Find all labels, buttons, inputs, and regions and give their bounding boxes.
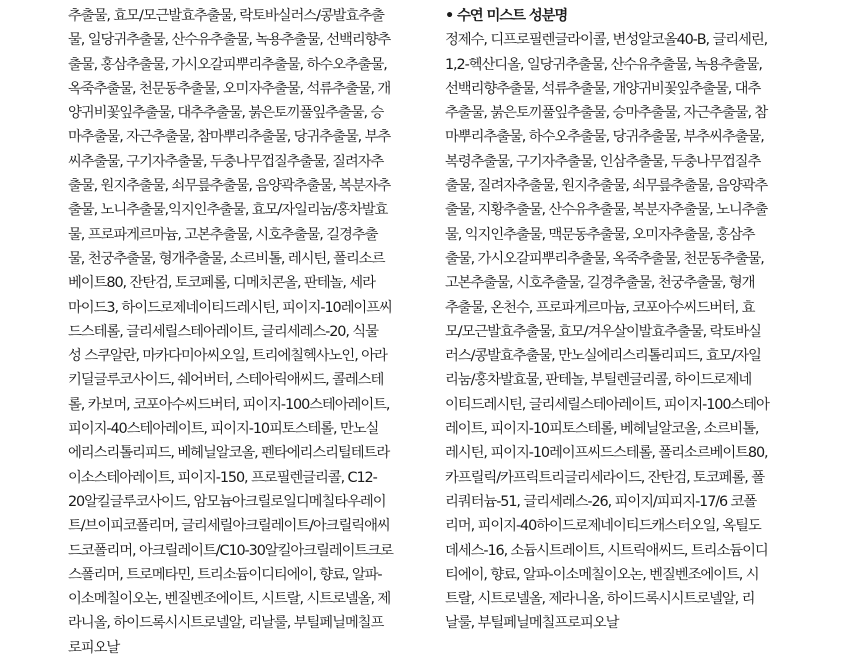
ingredient-line: 추출물, 효모/모근발효추출물, 락토바실러스/콩발효추출 <box>68 8 384 24</box>
ingredient-line: 이티드레시틴, 글리세릴스테아레이트, 피이지-100스테아 <box>445 396 769 413</box>
ingredient-line: 이소메칠이오논, 벤질벤조에이트, 시트랄, 시트로넬올, 제 <box>68 591 391 608</box>
section-heading <box>445 4 825 28</box>
ingredient-line: 출물, 홍삼추출물, 가시오갈피뿌리추출물, 하수오추출물, <box>68 56 387 73</box>
ingredient-line: 피이지-40스테아레이트, 피이지-10피토스테롤, 만노실 <box>68 421 379 438</box>
ingredient-line: 레이트, 피이지-10피토스테롤, 베헤닐알코올, 소르비톨, <box>445 421 759 438</box>
ingredient-line: 성 스쿠알란, 마카다미아씨오일, 트리에칠헥사노인, 아라 <box>68 348 387 365</box>
ingredient-line: 날룰, 부틸페닐메칠프로피오날 <box>445 615 619 632</box>
ingredient-line: 물, 프로파게르마늄, 고본추출물, 시호추출물, 길경추출 <box>68 226 378 243</box>
ingredient-line: 베이트80, 잔탄검, 토코페롤, 디메치콘올, 판테놀, 세라 <box>68 275 375 292</box>
right-ingredients-column <box>445 4 825 636</box>
ingredient-line: 양귀비꽃잎추출물, 대추추출물, 붉은토끼풀잎추출물, 승 <box>68 105 384 122</box>
ingredient-line: 데세스-16, 소듐시트레이트, 시트릭애씨드, 트리소듐이디 <box>445 542 768 559</box>
ingredient-line: 리눔/홍차발효물, 판테놀, 부틸렌글리콜, 하이드로제네 <box>445 372 752 389</box>
ingredient-line: 출물, 지황추출물, 산수유추출물, 복분자추출물, 노니추출 <box>445 202 768 219</box>
ingredient-line: 물, 천궁추출물, 형개추출물, 소르비톨, 레시틴, 폴리소르 <box>68 250 385 267</box>
ingredient-line: 러스/콩발효추출물, 만노실에리스리톨리피드, 효모/자일 <box>445 348 761 365</box>
ingredient-line: 추출물, 온천수, 프로파게르마늄, 코포아수씨드버터, 효 <box>445 299 755 316</box>
left-ingredients-column <box>68 4 436 660</box>
ingredient-line: 레시틴, 피이지-10레이프씨드스테롤, 폴리소르베이트80, <box>445 445 768 462</box>
ingredient-line: 씨추출물, 구기자추출물, 두충나무껍질추출물, 질려자추 <box>68 153 384 170</box>
ingredient-line: 라니올, 하이드록시시트로넬알, 리날룰, 부틸페닐메칠프 <box>68 615 384 632</box>
ingredient-line: 리쿼터늄-51, 글리세레스-26, 피이지/피피지-17/6 코폴 <box>445 493 757 510</box>
ingredient-line: 출물, 노니추출물,익지인추출물, 효모/자일리눔/홍차발효 <box>68 202 388 219</box>
ingredient-line: 물, 익지인추출물, 맥문동추출물, 오미자추출물, 홍삼추 <box>445 226 755 243</box>
ingredient-line: 키딜글루코사이드, 쉐어버터, 스테아릭애씨드, 콜레스테 <box>68 372 384 389</box>
ingredient-line: 롤, 카보머, 코포아수씨드버터, 피이지-100스테아레이트, <box>68 396 390 413</box>
ingredient-line: 출물, 질려자추출물, 원지추출물, 쇠무릎추출물, 음양곽추 <box>445 178 768 195</box>
ingredient-line: 20알킬글루코사이드, 암모늄아크릴로일디메칠타우레이 <box>68 493 386 510</box>
ingredient-line: 마추출물, 자근추출물, 참마뿌리추출물, 당귀추출물, 부추 <box>68 129 391 146</box>
ingredient-line: 1,2-헥산디올, 일당귀추출물, 산수유추출물, 녹용추출물, <box>445 56 762 73</box>
ingredient-line: 옥죽추출물, 천문동추출물, 오미자추출물, 석류추출물, 개 <box>68 80 391 97</box>
ingredient-line: 선백리향추출물, 석류추출물, 개양귀비꽃잎추출물, 대추 <box>445 80 761 97</box>
ingredient-line: 드스테롤, 글리세릴스테아레이트, 글리세레스-20, 식물 <box>68 323 378 340</box>
ingredient-line: 트/브이피코폴리머, 글리세릴아크릴레이트/아크릴릭애씨 <box>68 518 390 535</box>
ingredient-line: 모/모근발효추출물, 효모/겨우살이발효추출물, 락토바실 <box>445 323 761 340</box>
right-ingredients-body <box>445 28 825 635</box>
ingredient-line: 물, 일당귀추출물, 산수유추출물, 녹용추출물, 선백리향추 <box>68 32 391 49</box>
bullet-icon: • <box>445 8 454 24</box>
ingredient-line: 에리스리톨리피드, 베헤닐알코올, 펜타에리스리틸테트라 <box>68 445 390 462</box>
ingredient-line: 로피오날 <box>68 639 120 656</box>
heading-text: 수연 미스트 성분명 <box>457 8 568 24</box>
ingredient-line: 출물, 가시오갈피뿌리추출물, 옥죽추출물, 천문동추출물, <box>445 250 764 267</box>
ingredient-line: 마뿌리추출물, 하수오추출물, 당귀추출물, 부추씨추출물, <box>445 129 764 146</box>
ingredient-line: 추출물, 붉은토끼풀잎추출물, 승마추출물, 자근추출물, 참 <box>445 105 768 122</box>
ingredient-line: 카프릴릭/카프릭트리글리세라이드, 잔탄검, 토코페롤, 폴 <box>445 469 765 486</box>
ingredient-line: 티에이, 향료, 알파-이소메칠이오논, 벤질벤조에이트, 시 <box>445 566 759 583</box>
ingredient-line: 이소스테아레이트, 피이지-150, 프로필렌글리콜, C12- <box>68 469 377 486</box>
ingredient-line: 리머, 피이지-40하이드로제네이티드캐스터오일, 옥틸도 <box>445 518 761 535</box>
ingredient-line: 고본추출물, 시호추출물, 길경추출물, 천궁추출물, 형개 <box>445 275 755 292</box>
ingredient-line: 복령추출물, 구기자추출물, 인삼추출물, 두충나무껍질추 <box>445 153 761 170</box>
ingredient-line: 마이드3, 하이드로제네이티드레시틴, 피이지-10레이프씨 <box>68 299 392 316</box>
ingredient-line: 출물, 원지추출물, 쇠무릎추출물, 음양곽추출물, 복분자추 <box>68 178 391 195</box>
ingredient-line: 정제수, 디프로필렌글라이콜, 변성알코올40-B, 글리세린, <box>445 32 768 49</box>
ingredient-line: 스폴리머, 트로메타민, 트리소듐이디티에이, 향료, 알파- <box>68 566 382 583</box>
ingredient-line: 드코폴리머, 아크릴레이트/C10-30알킬아크릴레이트크로 <box>68 542 393 559</box>
ingredient-line: 트랄, 시트로넬올, 제라니올, 하이드록시시트로넬알, 리 <box>445 591 755 608</box>
